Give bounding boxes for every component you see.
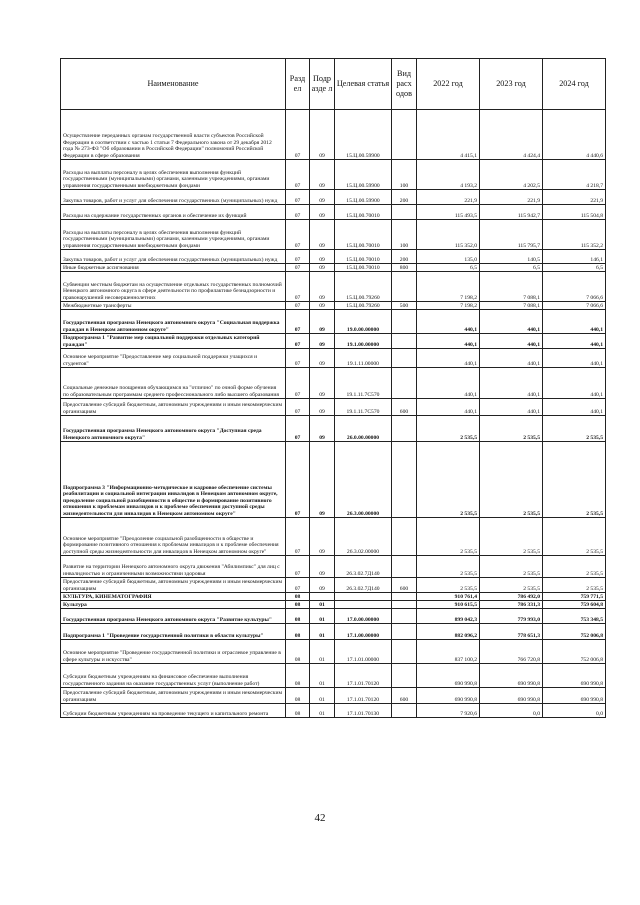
cell-2023: 2 535,5 — [480, 578, 543, 593]
cell-target: 17.0.00.00000 — [335, 609, 392, 624]
cell-razdel: 07 — [286, 310, 310, 334]
cell-2023: 440,1 — [480, 349, 543, 368]
cell-2022: 7 198,2 — [417, 302, 480, 310]
cell-2022: 910 615,5 — [417, 601, 480, 609]
cell-2023: 778 651,3 — [480, 624, 543, 640]
cell-2022: 690 990,8 — [417, 664, 480, 688]
cell-2022: 115 352,0 — [417, 220, 480, 250]
cell-2022: 2 535,5 — [417, 442, 480, 518]
cell-razdel: 08 — [286, 640, 310, 664]
cell-2022: 4 193,2 — [417, 160, 480, 190]
cell-name: Государственная программа Ненецкого автономного округа "Доступная среда Ненецкого автономного округа" — [61, 416, 286, 442]
table-row — [61, 556, 606, 578]
cell-2024: 221,9 — [543, 190, 606, 205]
cell-target: 15.Ц.00.79260 — [335, 272, 392, 302]
table-row — [61, 334, 606, 349]
cell-vid — [392, 349, 417, 368]
cell-vid: 200 — [392, 190, 417, 205]
cell-podrazdel: 09 — [310, 349, 335, 368]
table-row — [61, 264, 606, 272]
cell-vid — [392, 624, 417, 640]
cell-razdel: 08 — [286, 593, 310, 601]
col-header-name: Наименование — [61, 59, 286, 110]
col-header-vid: Вид расх одов — [392, 59, 417, 110]
cell-name: Подпрограмма 1 "Развитие мер социальной поддержки отдельных категорий граждан" — [61, 334, 286, 349]
cell-name: Развитие на территории Ненецкого автономного округа движения "Абилимпикс" для лиц с инвалидностью и ограниченными возможностями здоровья — [61, 556, 286, 578]
cell-name: Иные бюджетные ассигнования — [61, 264, 286, 272]
cell-2023: 4 424,4 — [480, 110, 543, 160]
page-number: 42 — [314, 812, 326, 824]
cell-2024: 759 604,8 — [543, 601, 606, 609]
cell-2022: 440,1 — [417, 310, 480, 334]
table-row — [61, 368, 606, 399]
cell-2022: 135,0 — [417, 250, 480, 264]
cell-name: Закупка товаров, работ и услуг для обеспечения государственных (муниципальных) нужд — [61, 250, 286, 264]
cell-2022: 690 990,8 — [417, 688, 480, 704]
table-row — [61, 442, 606, 518]
cell-target: 17.1.01.00000 — [335, 640, 392, 664]
cell-vid — [392, 416, 417, 442]
cell-podrazdel: 09 — [310, 160, 335, 190]
cell-target — [335, 593, 392, 601]
cell-vid — [392, 640, 417, 664]
cell-razdel: 07 — [286, 368, 310, 399]
cell-name: Расходы на содержание государственных органов и обеспечение их функций — [61, 205, 286, 220]
cell-name: Закупка товаров, работ и услуг для обеспечения государственных (муниципальных) нужд — [61, 190, 286, 205]
cell-podrazdel: 09 — [310, 205, 335, 220]
cell-2024: 4 218,7 — [543, 160, 606, 190]
cell-vid — [392, 593, 417, 601]
cell-2023: 115 795,7 — [480, 220, 543, 250]
cell-podrazdel: 09 — [310, 190, 335, 205]
cell-podrazdel: 01 — [310, 601, 335, 609]
cell-2023: 140,5 — [480, 250, 543, 264]
cell-2023: 766 720,8 — [480, 640, 543, 664]
cell-razdel: 07 — [286, 250, 310, 264]
cell-podrazdel: 09 — [310, 399, 335, 416]
cell-vid: 100 — [392, 220, 417, 250]
table-row — [61, 110, 606, 160]
cell-name: Субсидии бюджетным учреждениям на финансовое обеспечение выполнения государственного задания на оказание государственных услуг (выполнение работ) — [61, 664, 286, 688]
cell-vid — [392, 334, 417, 349]
cell-name: Основное мероприятие "Преодоление социальной разобщенности в обществе и формирование позитивного отношения к проблемам инвалидов и к проблеме обеспечения доступной среды жизнедеятельности для инвалидов в Ненецком автономном округе" — [61, 518, 286, 556]
cell-2023: 0,0 — [480, 704, 543, 718]
cell-razdel: 07 — [286, 110, 310, 160]
cell-razdel: 08 — [286, 601, 310, 609]
cell-vid — [392, 205, 417, 220]
cell-2024: 752 006,8 — [543, 624, 606, 640]
cell-target: 26.0.00.00000 — [335, 416, 392, 442]
table-row — [61, 609, 606, 624]
cell-razdel: 07 — [286, 556, 310, 578]
col-header-target: Целевая статья — [335, 59, 392, 110]
table-row — [61, 250, 606, 264]
cell-vid: 600 — [392, 578, 417, 593]
cell-podrazdel: 01 — [310, 609, 335, 624]
table-row — [61, 190, 606, 205]
cell-vid — [392, 272, 417, 302]
col-header-2023: 2023 год — [480, 59, 543, 110]
cell-2023: 440,1 — [480, 310, 543, 334]
col-header-2024: 2024 год — [543, 59, 606, 110]
cell-2022: 2 535,5 — [417, 556, 480, 578]
table-row — [61, 220, 606, 250]
cell-podrazdel: 09 — [310, 368, 335, 399]
cell-2022: 882 096,2 — [417, 624, 480, 640]
cell-podrazdel: 09 — [310, 250, 335, 264]
table-row — [61, 518, 606, 556]
cell-2024: 440,1 — [543, 368, 606, 399]
cell-razdel: 07 — [286, 518, 310, 556]
cell-2023: 6,5 — [480, 264, 543, 272]
col-header-razdel: Разд ел — [286, 59, 310, 110]
col-header-podrazdel: Подр азде л — [310, 59, 335, 110]
cell-2023: 221,9 — [480, 190, 543, 205]
table-row — [61, 302, 606, 310]
cell-2023: 4 202,5 — [480, 160, 543, 190]
cell-2024: 440,1 — [543, 399, 606, 416]
cell-2023: 2 535,5 — [480, 442, 543, 518]
cell-2022: 440,1 — [417, 399, 480, 416]
cell-2024: 2 535,5 — [543, 416, 606, 442]
col-header-2022: 2022 год — [417, 59, 480, 110]
table-row — [61, 601, 606, 609]
cell-target: 15.Ц.00.70010 — [335, 250, 392, 264]
cell-podrazdel: 09 — [310, 416, 335, 442]
cell-2022: 6,5 — [417, 264, 480, 272]
cell-2023: 2 535,5 — [480, 416, 543, 442]
cell-vid — [392, 704, 417, 718]
cell-podrazdel: 09 — [310, 556, 335, 578]
budget-table — [60, 58, 606, 718]
cell-podrazdel: 09 — [310, 302, 335, 310]
cell-2022: 7 198,2 — [417, 272, 480, 302]
cell-2024: 0,0 — [543, 704, 606, 718]
cell-razdel: 07 — [286, 349, 310, 368]
cell-podrazdel: 09 — [310, 334, 335, 349]
cell-2024: 440,1 — [543, 334, 606, 349]
cell-2024: 2 535,5 — [543, 578, 606, 593]
cell-2023: 786 331,3 — [480, 601, 543, 609]
cell-2023: 440,1 — [480, 334, 543, 349]
cell-vid — [392, 110, 417, 160]
cell-2024: 759 771,5 — [543, 593, 606, 601]
cell-2024: 2 535,5 — [543, 518, 606, 556]
cell-razdel: 07 — [286, 442, 310, 518]
cell-2024: 753 348,5 — [543, 609, 606, 624]
cell-podrazdel: 01 — [310, 688, 335, 704]
cell-vid — [392, 664, 417, 688]
table-row — [61, 349, 606, 368]
cell-vid: 800 — [392, 264, 417, 272]
cell-target: 15.Ц.00.70010 — [335, 220, 392, 250]
cell-target: 15.Ц.00.59900 — [335, 190, 392, 205]
cell-target: 15.Ц.00.70010 — [335, 205, 392, 220]
cell-vid — [392, 609, 417, 624]
cell-2023: 786 492,0 — [480, 593, 543, 601]
cell-target: 17.1.00.00000 — [335, 624, 392, 640]
cell-target: 15.Ц.00.59900 — [335, 160, 392, 190]
cell-2022: 2 535,5 — [417, 578, 480, 593]
table-row — [61, 310, 606, 334]
cell-razdel: 07 — [286, 399, 310, 416]
cell-name: Государственная программа Ненецкого автономного округа "Развитие культуры" — [61, 609, 286, 624]
cell-razdel: 07 — [286, 160, 310, 190]
cell-2022: 440,1 — [417, 334, 480, 349]
table-header-row — [61, 59, 606, 110]
table-row — [61, 664, 606, 688]
table-row — [61, 205, 606, 220]
table-row — [61, 688, 606, 704]
cell-2023: 779 993,0 — [480, 609, 543, 624]
cell-name: КУЛЬТУРА, КИНЕМАТОГРАФИЯ — [61, 593, 286, 601]
cell-razdel: 07 — [286, 205, 310, 220]
cell-podrazdel: 09 — [310, 518, 335, 556]
table-body — [61, 110, 606, 718]
cell-2024: 146,1 — [543, 250, 606, 264]
cell-2023: 115 942,7 — [480, 205, 543, 220]
table-row — [61, 416, 606, 442]
cell-name: Межбюджетные трансферты — [61, 302, 286, 310]
cell-2024: 2 535,5 — [543, 442, 606, 518]
cell-2024: 2 535,5 — [543, 556, 606, 578]
table-row — [61, 272, 606, 302]
cell-name: Государственная программа Ненецкого автономного округа "Социальная поддержка граждан в Ненецком автономном округе" — [61, 310, 286, 334]
cell-target: 17.1.01.70120 — [335, 688, 392, 704]
cell-vid: 200 — [392, 250, 417, 264]
cell-name: Социальные денежные поощрения обучающимся на "отлично" по очной форме обучения по образовательным программам среднего профессионального либо высшего образования — [61, 368, 286, 399]
cell-2024: 752 006,8 — [543, 640, 606, 664]
cell-2023: 2 535,5 — [480, 556, 543, 578]
cell-target: 26.3.02.7Д140 — [335, 578, 392, 593]
cell-vid — [392, 442, 417, 518]
cell-podrazdel: 09 — [310, 220, 335, 250]
cell-name: Подпрограмма 3 "Информационно-методическое и кадровое обеспечение системы реабилитации и социальной интеграции инвалидов в Ненецком автономном округе, преодоление социальной разобщенности в обществе и формирование позитивного отношения к проблемам инвалидов и к проблеме обеспечения доступной среды жизнедеятельности для инвалидов в Ненецком автономном округе" — [61, 442, 286, 518]
cell-2022: 899 042,3 — [417, 609, 480, 624]
cell-2022: 2 535,5 — [417, 518, 480, 556]
cell-podrazdel: 09 — [310, 578, 335, 593]
cell-razdel: 07 — [286, 272, 310, 302]
cell-razdel: 07 — [286, 416, 310, 442]
cell-2023: 7 088,1 — [480, 302, 543, 310]
cell-2022: 221,9 — [417, 190, 480, 205]
cell-name: Основное мероприятие "Проведение государственной политики и отраслевое управление в сфере культуры и искусства" — [61, 640, 286, 664]
cell-name: Основное мероприятие "Предоставление мер социальной поддержки учащихся и студентов" — [61, 349, 286, 368]
cell-name: Предоставление субсидий бюджетным, автономным учреждениям и иным некоммерческим организациям — [61, 578, 286, 593]
cell-vid — [392, 556, 417, 578]
cell-name: Расходы на выплаты персоналу в целях обеспечения выполнения функций государственными (муниципальными) органами, казенными учреждениями, органами управления государственными внебюджетными фондами — [61, 160, 286, 190]
cell-razdel: 08 — [286, 664, 310, 688]
cell-2023: 440,1 — [480, 399, 543, 416]
cell-2024: 690 990,8 — [543, 664, 606, 688]
cell-vid: 100 — [392, 160, 417, 190]
budget-page — [60, 58, 605, 718]
cell-podrazdel: 09 — [310, 110, 335, 160]
cell-2024: 115 352,2 — [543, 220, 606, 250]
cell-2023: 2 535,5 — [480, 518, 543, 556]
table-row — [61, 640, 606, 664]
cell-name: Расходы на выплаты персоналу в целях обеспечения выполнения функций государственными (муниципальными) органами, казенными учреждениями, органами управления государственными внебюджетными фондами — [61, 220, 286, 250]
cell-name: Осуществление переданных органам государственной власти субъектов Российской Федерации в соответствии с частью 1 статьи 7 Федерального закона от 29 декабря 2012 года № 273-ФЗ "Об образовании в Российской Федерации" полномочий Российской Федерации в сфере образования — [61, 110, 286, 160]
cell-target: 17.1.01.70130 — [335, 704, 392, 718]
table-row — [61, 593, 606, 601]
cell-target: 26.3.02.00000 — [335, 518, 392, 556]
cell-target: 26.3.00.00000 — [335, 442, 392, 518]
cell-2022: 910 761,4 — [417, 593, 480, 601]
cell-target: 15.Ц.00.79260 — [335, 302, 392, 310]
cell-vid: 600 — [392, 399, 417, 416]
cell-vid — [392, 368, 417, 399]
table-row — [61, 624, 606, 640]
cell-name: Культура — [61, 601, 286, 609]
cell-target: 19.1.00.00000 — [335, 334, 392, 349]
cell-razdel: 08 — [286, 704, 310, 718]
cell-podrazdel: 01 — [310, 640, 335, 664]
cell-2024: 440,1 — [543, 310, 606, 334]
cell-razdel: 07 — [286, 220, 310, 250]
cell-vid: 600 — [392, 688, 417, 704]
cell-2022: 440,1 — [417, 349, 480, 368]
cell-razdel: 07 — [286, 264, 310, 272]
cell-2022: 115 493,5 — [417, 205, 480, 220]
cell-2023: 690 990,8 — [480, 664, 543, 688]
cell-2024: 6,5 — [543, 264, 606, 272]
cell-name: Подпрограмма 1 "Проведение государственной политики в области культуры" — [61, 624, 286, 640]
cell-podrazdel: 09 — [310, 442, 335, 518]
cell-name: Предоставление субсидий бюджетным, автономным учреждениям и иным некоммерческим организациям — [61, 688, 286, 704]
cell-2022: 837 100,2 — [417, 640, 480, 664]
cell-podrazdel: 01 — [310, 664, 335, 688]
cell-vid — [392, 518, 417, 556]
cell-2022: 440,1 — [417, 368, 480, 399]
cell-name: Субвенции местным бюджетам на осуществление отдельных государственных полномочий Ненецкого автономного округа в сфере деятельности по профилактике безнадзорности и правонарушений несовершеннолетних — [61, 272, 286, 302]
cell-podrazdel: 01 — [310, 624, 335, 640]
cell-vid: 500 — [392, 302, 417, 310]
cell-podrazdel — [310, 593, 335, 601]
cell-2023: 7 088,1 — [480, 272, 543, 302]
cell-2024: 4 440,6 — [543, 110, 606, 160]
cell-target: 26.3.02.7Д140 — [335, 556, 392, 578]
cell-target — [335, 601, 392, 609]
cell-razdel: 07 — [286, 334, 310, 349]
cell-razdel: 08 — [286, 609, 310, 624]
cell-2022: 4 415,1 — [417, 110, 480, 160]
cell-razdel: 08 — [286, 624, 310, 640]
cell-2024: 7 066,6 — [543, 272, 606, 302]
cell-target: 15.Ц.00.70010 — [335, 264, 392, 272]
cell-target: 15.Ц.00.59900 — [335, 110, 392, 160]
cell-target: 19.0.00.00000 — [335, 310, 392, 334]
cell-name: Субсидии бюджетным учреждениям на проведение текущего и капитального ремонта — [61, 704, 286, 718]
table-row — [61, 578, 606, 593]
table-row — [61, 704, 606, 718]
cell-target: 17.1.01.70120 — [335, 664, 392, 688]
cell-2024: 115 504,8 — [543, 205, 606, 220]
cell-podrazdel: 09 — [310, 272, 335, 302]
cell-2024: 690 990,8 — [543, 688, 606, 704]
cell-vid — [392, 310, 417, 334]
table-row — [61, 160, 606, 190]
cell-razdel: 07 — [286, 190, 310, 205]
cell-2023: 440,1 — [480, 368, 543, 399]
cell-vid — [392, 601, 417, 609]
cell-target: 19.1.11.7С570 — [335, 399, 392, 416]
cell-podrazdel: 01 — [310, 704, 335, 718]
cell-2024: 440,1 — [543, 349, 606, 368]
cell-2022: 7 920,6 — [417, 704, 480, 718]
cell-name: Предоставление субсидий бюджетным, автономным учреждениям и иным некоммерческим организациям — [61, 399, 286, 416]
cell-razdel: 07 — [286, 302, 310, 310]
cell-target: 19.1.11.7С570 — [335, 368, 392, 399]
cell-razdel: 07 — [286, 578, 310, 593]
cell-podrazdel: 09 — [310, 310, 335, 334]
cell-target: 19.1.11.00000 — [335, 349, 392, 368]
cell-razdel: 08 — [286, 688, 310, 704]
table-row — [61, 399, 606, 416]
cell-2022: 2 535,5 — [417, 416, 480, 442]
cell-2023: 690 990,8 — [480, 688, 543, 704]
cell-podrazdel: 09 — [310, 264, 335, 272]
cell-2024: 7 066,6 — [543, 302, 606, 310]
